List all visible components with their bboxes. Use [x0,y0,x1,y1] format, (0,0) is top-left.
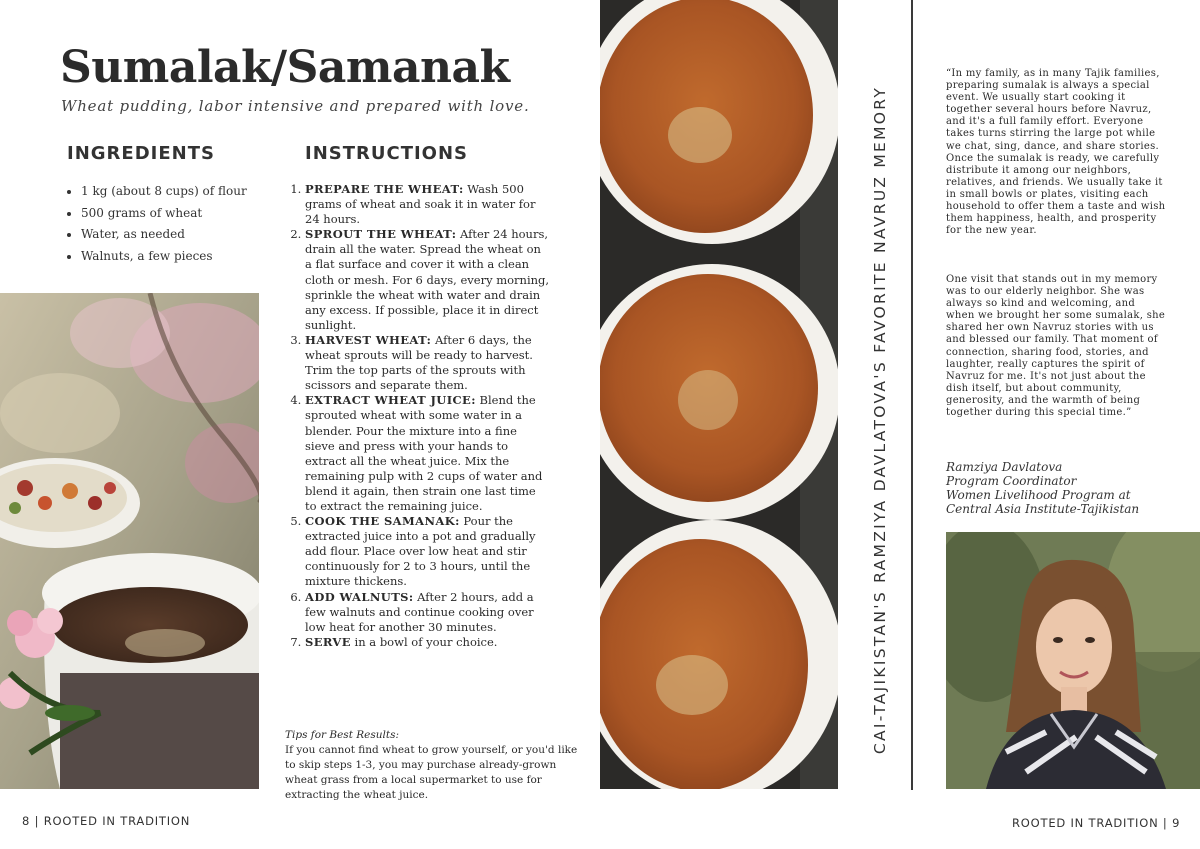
instruction-step [305,393,550,514]
recipe-subtitle: Wheat pudding, labor intensive and prepared with love. [61,97,530,115]
instructions-heading: INSTRUCTIONS [305,143,468,164]
signature-program: Women Livelihood Program at [946,488,1131,502]
step-label: EXTRACT WHEAT JUICE: [305,393,476,408]
instruction-step [305,182,550,227]
step-text: Blend the sprouted wheat with some water in a blender. Pour the mixture into a fine sieve and press with your hands to extract all the wheat juice. Mix the remaining pulp with 2 cups of water and blend it again, then strain one last time to extract the remaining juice. [305,393,543,513]
step-label: PREPARE THE WHEAT: [305,182,464,196]
footer-left: 8 | ROOTED IN TRADITION [22,814,191,828]
instruction-step [305,227,550,333]
signature-name: Ramziya Davlatova [946,460,1063,474]
step-text: After 6 days, the wheat sprouts will be ready to harvest. Trim the top parts of the sprouts with scissors and separate them. [305,332,533,393]
recipe-title: Sumalak/Samanak [60,42,510,93]
step-label: SERVE [305,634,351,649]
ingredient-item: • Walnuts, a few pieces [81,246,281,268]
ingredients-heading: INGREDIENTS [67,143,215,164]
step-text: Pour the extracted juice into a pot and gradually add flour. Place over low heat and stir continuously for 2 to 3 hours, until the mixture thickens. [305,514,536,589]
signature-role: Program Coordinator [946,474,1077,488]
quote-paragraph: “In my family, as in many Tajik families, preparing sumalak is always a special event. We usually start cooking it together several hours before Navruz, and it's a full family effort. Everyone takes turns stirring the large pot while we chat, sing, dance, and share stories. Once the sumalak is ready, we carefully distribute it among our neighbors, relatives, and friends. We usually take it in small bowls or plates, visiting each household to offer them a taste and wish them happiness, health, and prosperity for the new year. [946,68,1166,237]
quote-paragraph: One visit that stands out in my memory was to our elderly neighbor. She was always so kind and welcoming, and when we brought her some sumalak, she shared her own Navruz stories with us and blessed our family. That moment of connection, sharing food, stories, and laughter, really captures the spirit of Navruz for me. It's not just about the dish itself, but about community, generosity, and the warmth of being together during this special time.” [946,274,1166,419]
ingredient-item: • 500 grams of wheat [81,203,281,225]
step-text: After 2 hours, add a few walnuts and continue cooking over low heat for another 30 minutes. [305,589,534,634]
step-text: After 24 hours, drain all the water. Spread the wheat on a flat surface and cover it with a clean cloth or mesh. For 6 days, every morning, sprinkle the wheat with water and drain any excess. If possible, place it in direct sunlight. [305,227,550,332]
sumalak-bowls-photo [600,0,838,789]
ingredients-list [62,181,281,267]
tips-text: If you cannot find wheat to grow yourself, or you'd like to skip steps 1-3, you may purchase already-grown wheat grass from a local supermarket to use for extracting the wheat juice. [285,744,578,801]
signature-org: Central Asia Institute-Tajikistan [946,502,1140,516]
step-label: ADD WALNUTS: [305,589,414,604]
step-label: SPROUT THE WHEAT: [305,227,457,242]
footer-right: ROOTED IN TRADITION | 9 [1012,816,1181,830]
instruction-step [305,333,550,393]
instruction-step [305,590,550,635]
ingredient-item: • 1 kg (about 8 cups) of flour [81,181,281,203]
step-label: HARVEST WHEAT: [305,332,432,347]
step-text: Wash 500 grams of wheat and soak it in water for 24 hours. [305,182,536,227]
tips-heading: Tips for Best Results: [285,729,400,741]
vertical-divider [911,0,913,790]
ingredient-item: • Water, as needed [81,224,281,246]
sumalak-bowl-photo [0,293,259,789]
instruction-step [305,514,550,589]
step-label: COOK THE SAMANAK: [305,514,460,529]
vertical-section-title: CAI-TAJIKISTAN'S RAMZIYA DAVLATOVA'S FAVORITE NAVRUZ MEMORY [871,85,889,755]
portrait-photo [946,532,1200,789]
tips-box [285,728,585,803]
signature-block [946,460,1176,516]
instruction-step [305,635,550,650]
step-text: in a bowl of your choice. [350,634,498,649]
instructions-list [284,182,550,650]
